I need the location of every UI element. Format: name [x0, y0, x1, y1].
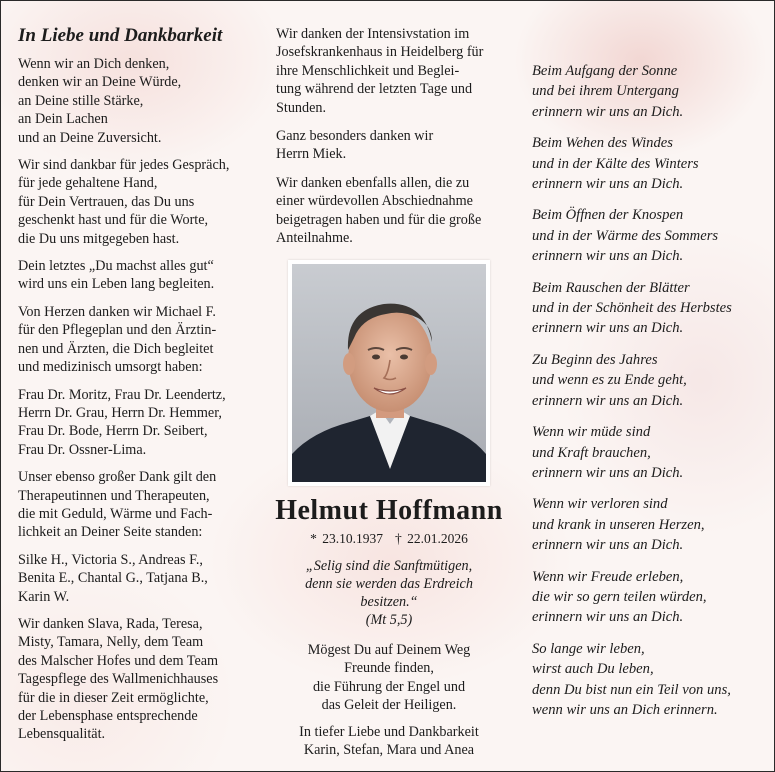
paragraph	[18, 257, 266, 294]
text-line: Beim Öffnen der Knospen	[532, 207, 684, 224]
text-line: Wenn wir an Dich denken,	[18, 56, 170, 72]
paragraph	[18, 55, 266, 147]
paragraph	[532, 494, 772, 555]
text-line: erinnern wir uns an Dich.	[532, 537, 684, 554]
quote-line: (Mt 5,5)	[365, 612, 413, 628]
paragraph	[18, 156, 266, 248]
middle-column	[276, 25, 524, 257]
text-line: erinnern wir uns an Dich.	[532, 609, 684, 626]
paragraph	[532, 278, 772, 339]
text-line: Zu Beginn des Jahres	[532, 351, 658, 368]
paragraph	[276, 25, 524, 117]
paragraph	[18, 615, 266, 744]
text-line: und in der Kälte des Winters	[532, 155, 699, 172]
deceased-name: Helmut Hoffmann	[275, 495, 503, 526]
paragraph	[532, 639, 772, 721]
text-line: In tiefer Liebe und Dankbarkeit	[299, 723, 479, 740]
text-line: Benita E., Chantal G., Tatjana B.,	[18, 570, 208, 587]
text-line: Karin W.	[18, 588, 70, 605]
text-line: wird uns ein Leben lang begleiten.	[18, 276, 215, 293]
text-line: erinnern wir uns an Dich.	[532, 103, 684, 120]
text-line: einer würdevollen Abschiednahme	[276, 193, 473, 210]
text-line: die Führung der Engel und	[312, 678, 466, 695]
text-line: wenn wir uns an Dich erinnern.	[532, 701, 718, 718]
text-line: erinnern wir uns an Dich.	[532, 320, 684, 337]
text-line: erinnern wir uns an Dich.	[532, 248, 684, 265]
quote-line: besitzen.“	[360, 594, 418, 610]
text-line: Mögest Du auf Deinem Weg	[307, 642, 471, 658]
death-date: † 22.01.2026	[395, 531, 468, 546]
text-line: lichkeit an Deiner Seite standen:	[18, 524, 203, 541]
text-line: Frau Dr. Ossner-Lima.	[18, 441, 147, 458]
text-line: Frau Dr. Moritz, Frau Dr. Leendertz,	[18, 386, 226, 403]
text-line: die Du uns mitgegeben hast.	[18, 230, 180, 247]
text-line: Therapeutinnen und Therapeuten,	[18, 487, 210, 504]
text-line: an Deine stille Stärke,	[18, 92, 144, 109]
text-line: und bei ihrem Untergang	[532, 83, 679, 100]
text-line: Tagespflege des Wallmenichhauses	[18, 671, 219, 688]
text-line: beigetragen haben und für die große	[276, 211, 482, 228]
text-line: für den Pflegeplan und den Ärztin-	[18, 322, 217, 339]
text-line: und in der Schönheit des Herbstes	[532, 300, 732, 317]
text-line: Frau Dr. Bode, Herrn Dr. Seibert,	[18, 423, 208, 440]
text-line: Wir danken Slava, Rada, Teresa,	[18, 615, 203, 632]
text-line: Freunde finden,	[344, 660, 434, 677]
paragraph	[18, 303, 266, 377]
paragraph	[532, 205, 772, 266]
text-line: So lange wir leben,	[532, 640, 645, 657]
left-column	[18, 55, 266, 753]
text-line: und Kraft brauchen,	[532, 444, 651, 461]
paragraph	[532, 133, 772, 194]
paragraph	[18, 551, 266, 606]
heading: In Liebe und Dankbarkeit	[18, 25, 223, 46]
quote-line: denn sie werden das Erdreich	[305, 576, 473, 592]
text-line: Beim Rauschen der Blätter	[532, 279, 690, 296]
text-line: Stunden.	[276, 99, 327, 116]
text-line: Dein letztes „Du machst alles gut“	[18, 258, 214, 275]
paragraph	[532, 567, 772, 628]
text-line: erinnern wir uns an Dich.	[532, 464, 684, 481]
text-line: Josefskrankenhaus in Heidelberg für	[276, 44, 484, 61]
text-line: Wir danken der Intensivstation im	[276, 26, 470, 42]
life-dates	[263, 531, 515, 547]
text-line: für die in dieser Zeit ermöglichte,	[18, 689, 209, 706]
text-line: Beim Aufgang der Sonne	[532, 63, 678, 79]
text-line: das Geleit der Heiligen.	[321, 697, 457, 714]
text-line: erinnern wir uns an Dich.	[532, 176, 684, 193]
text-line: des Malscher Hofes und dem Team	[18, 652, 219, 669]
text-line: und medizinisch umsorgt haben:	[18, 359, 203, 376]
text-line: tung während der letzten Tage und	[276, 81, 473, 98]
text-line: wirst auch Du leben,	[532, 661, 654, 678]
blessing-and-signature	[263, 641, 515, 767]
text-line: geschenkt hast und für die Worte,	[18, 212, 209, 229]
text-line: Misty, Tamara, Nelly, dem Team	[18, 634, 204, 651]
text-line: denken wir an Deine Würde,	[18, 74, 182, 91]
text-line: Wenn wir müde sind	[532, 424, 651, 441]
text-line: Wenn wir verloren sind	[532, 496, 668, 513]
text-line: nen und Ärzten, die Dich begleitet	[18, 340, 214, 357]
paragraph	[276, 127, 524, 164]
text-line: die wir so gern teilen würden,	[532, 588, 707, 605]
text-line: ihre Menschlichkeit und Beglei-	[276, 62, 460, 79]
text-line: Herrn Dr. Grau, Herrn Dr. Hemmer,	[18, 404, 222, 421]
text-line: für jede gehaltene Hand,	[18, 175, 158, 192]
portrait-image	[292, 264, 486, 482]
text-line: Silke H., Victoria S., Andreas F.,	[18, 551, 203, 568]
text-line: Herrn Miek.	[276, 146, 347, 163]
paragraph	[263, 641, 515, 715]
text-line: Wenn wir Freude erleben,	[532, 568, 684, 585]
text-line: die mit Geduld, Wärme und Fach-	[18, 505, 213, 522]
text-line: und krank in unseren Herzen,	[532, 516, 705, 533]
text-line: Beim Wehen des Windes	[532, 135, 673, 152]
poem-column	[532, 61, 772, 731]
paragraph	[18, 468, 266, 542]
text-line: Anteilnahme.	[276, 230, 353, 247]
text-line: Ganz besonders danken wir	[276, 128, 434, 145]
text-line: Wir sind dankbar für jedes Gespräch,	[18, 157, 230, 174]
text-line: der Lebensphase entsprechende	[18, 708, 198, 724]
text-line: Karin, Stefan, Mara und Anea	[303, 742, 475, 759]
birth-date: * 23.10.1937	[310, 531, 383, 546]
text-line: und wenn es zu Ende geht,	[532, 372, 687, 389]
text-line: und an Deine Zuversicht.	[18, 129, 162, 146]
text-line: an Dein Lachen	[18, 111, 108, 128]
paragraph	[532, 350, 772, 411]
paragraph	[276, 174, 524, 248]
text-line: denn Du bist nun ein Teil von uns,	[532, 681, 731, 698]
text-line: Lebensqualität.	[18, 726, 106, 743]
text-line: Von Herzen danken wir Michael F.	[18, 303, 216, 320]
text-line: erinnern wir uns an Dich.	[532, 392, 684, 409]
paragraph	[18, 386, 266, 460]
text-line: für Dein Vertrauen, das Du uns	[18, 193, 195, 210]
text-line: Unser ebenso großer Dank gilt den	[18, 469, 217, 486]
paragraph	[532, 61, 772, 122]
paragraph	[532, 422, 772, 483]
bible-quote	[263, 557, 515, 629]
quote-line: „Selig sind die Sanftmütigen,	[305, 558, 473, 574]
text-line: Wir danken ebenfalls allen, die zu	[276, 174, 470, 191]
paragraph	[263, 723, 515, 760]
text-line: und in der Wärme des Sommers	[532, 227, 719, 244]
portrait-photo	[288, 260, 490, 486]
